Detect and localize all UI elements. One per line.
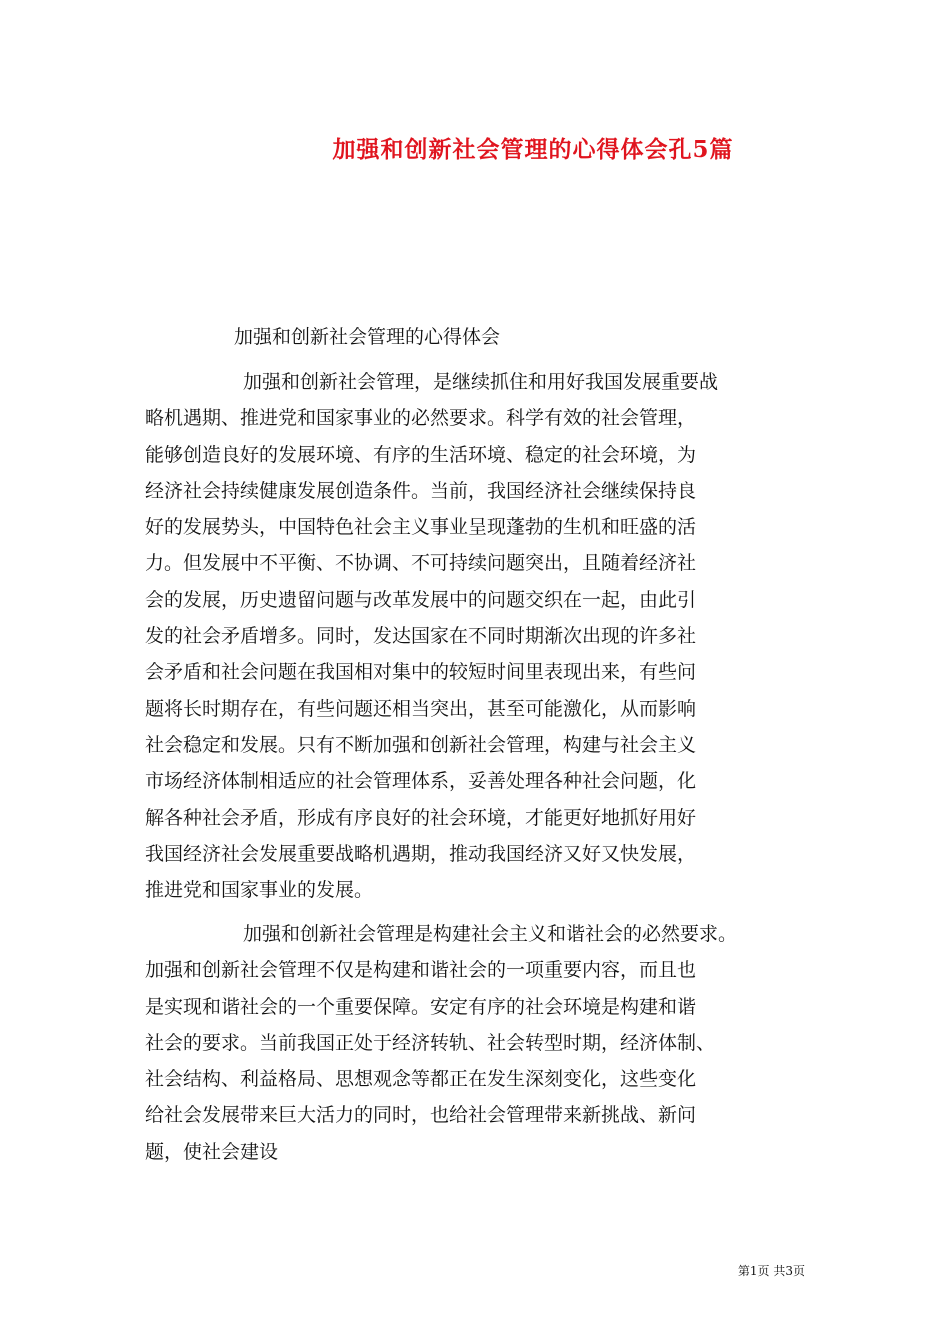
paragraph-line: 发的社会矛盾增多。同时，发达国家在不同时期渐次出现的许多社 — [145, 625, 697, 648]
paragraph-2 — [145, 916, 810, 1170]
paragraph-line: 经济社会持续健康发展创造条件。当前，我国经济社会继续保持良 — [145, 479, 697, 502]
paragraph-line: 社会稳定和发展。只有不断加强和创新社会管理，构建与社会主义 — [145, 733, 697, 756]
paragraph-line: 能够创造良好的发展环境、有序的生活环境、稳定的社会环境，为 — [145, 443, 697, 466]
paragraph-line: 加强和创新社会管理，是继续抓住和用好我国发展重要战 — [243, 371, 719, 393]
paragraph-line: 我国经济社会发展重要战略机遇期，推动我国经济又好又快发展， — [145, 842, 697, 865]
document-title: 加强和创新社会管理的心得体会孔5篇 — [332, 136, 734, 163]
paragraph-line: 加强和创新社会管理是构建社会主义和谐社会的必然要求。 — [243, 923, 738, 945]
paragraph-1 — [145, 364, 810, 908]
paragraph-line: 好的发展势头，中国特色社会主义事业呈现蓬勃的生机和旺盛的活 — [145, 516, 697, 539]
paragraph-line: 会的发展，历史遗留问题与改革发展中的问题交织在一起，由此引 — [145, 588, 697, 611]
document-subtitle: 加强和创新社会管理的心得体会 — [234, 326, 501, 348]
paragraph-line: 推进党和国家事业的发展。 — [145, 879, 374, 902]
paragraph-line: 社会结构、利益格局、思想观念等都正在发生深刻变化，这些变化 — [145, 1068, 697, 1091]
paragraph-line: 解各种社会矛盾，形成有序良好的社会环境，才能更好地抓好用好 — [145, 806, 697, 829]
paragraph-line: 市场经济体制相适应的社会管理体系，妥善处理各种社会问题，化 — [145, 770, 697, 793]
paragraph-line: 题将长时期存在，有些问题还相当突出，甚至可能激化，从而影响 — [145, 697, 697, 720]
paragraph-line: 力。但发展中不平衡、不协调、不可持续问题突出，且随着经济社 — [145, 552, 697, 575]
paragraph-line: 题，使社会建设 — [145, 1140, 279, 1163]
paragraph-line: 社会的要求。当前我国正处于经济转轨、社会转型时期，经济体制、 — [145, 1031, 716, 1054]
page-number-footer: 第1页 共3页 — [737, 1264, 805, 1278]
paragraph-line: 会矛盾和社会问题在我国相对集中的较短时间里表现出来，有些问 — [145, 661, 697, 684]
paragraph-line: 给社会发展带来巨大活力的同时，也给社会管理带来新挑战、新问 — [145, 1104, 697, 1127]
paragraph-line: 加强和创新社会管理不仅是构建和谐社会的一项重要内容，而且也 — [145, 959, 697, 982]
paragraph-line: 略机遇期、推进党和国家事业的必然要求。科学有效的社会管理， — [145, 407, 697, 430]
paragraph-line: 是实现和谐社会的一个重要保障。安定有序的社会环境是构建和谐 — [145, 995, 697, 1018]
